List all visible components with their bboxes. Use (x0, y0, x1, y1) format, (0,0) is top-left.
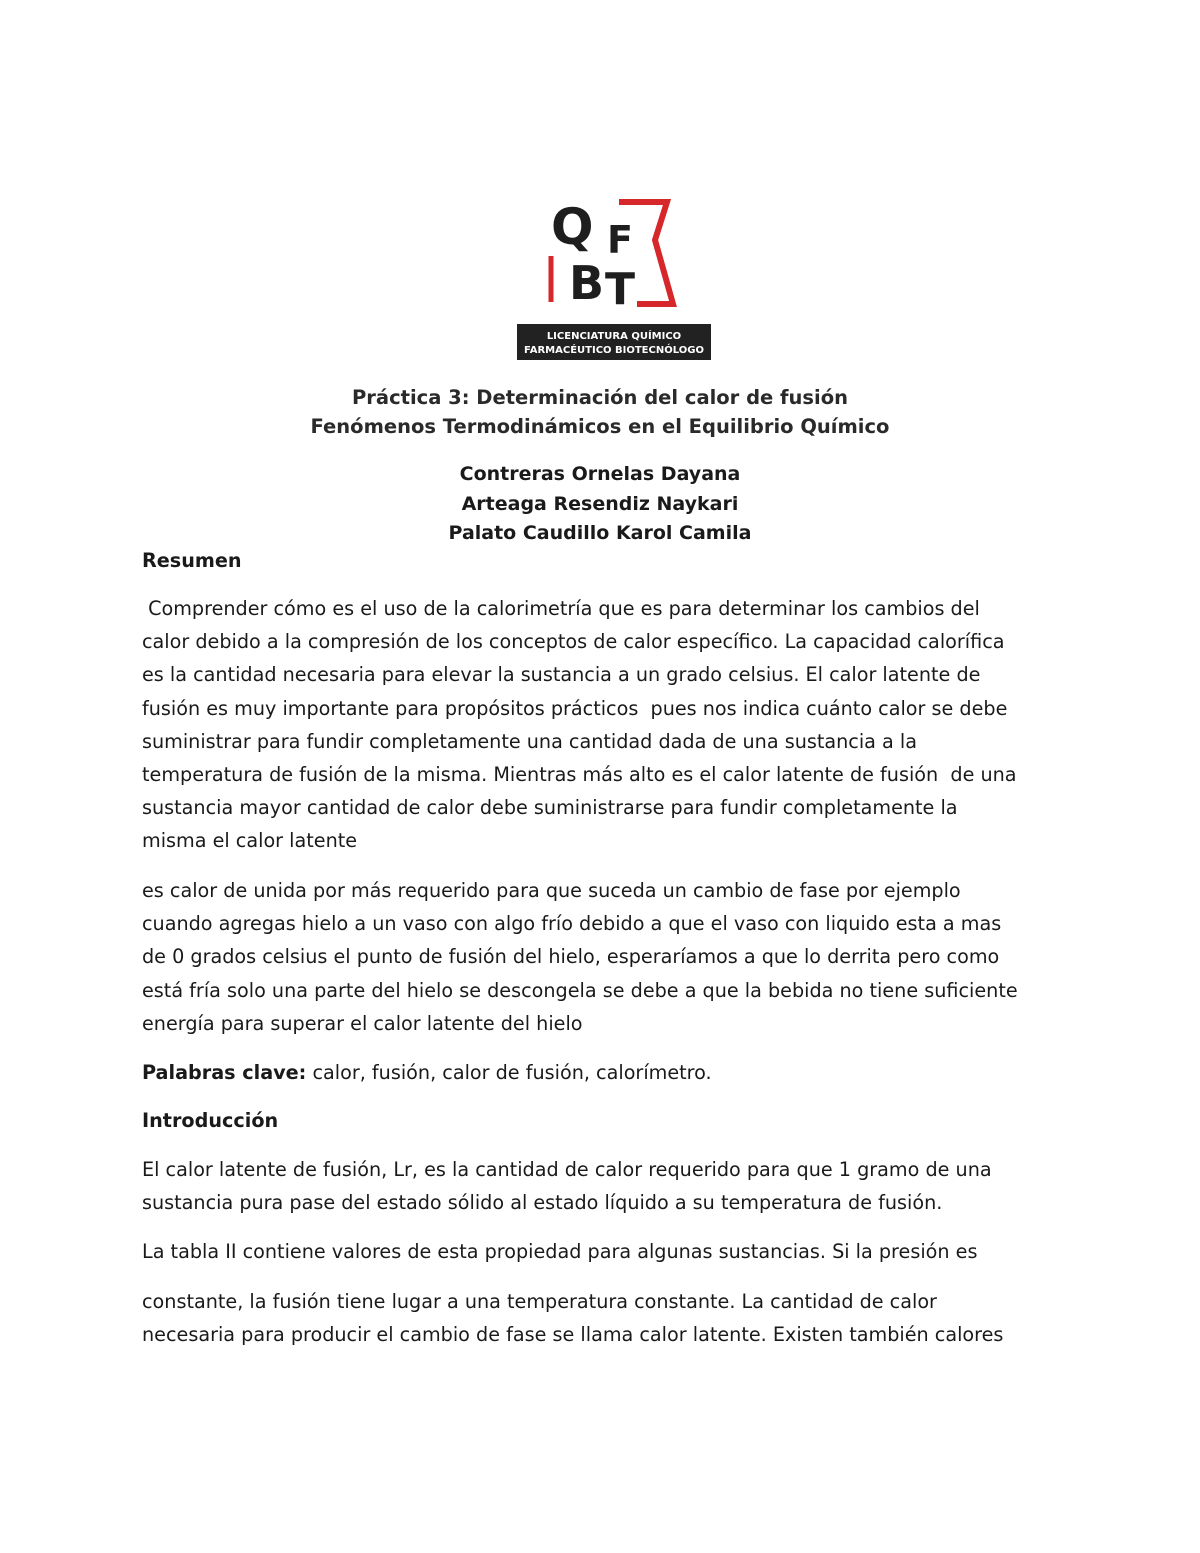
document-title (0, 383, 1200, 441)
intro-paragraph-3 (142, 1285, 1072, 1351)
logo-letter-f: F (607, 218, 633, 262)
logo-band-line1: LICENCIATURA QUÍMICO (546, 331, 682, 342)
section-heading-resumen: Resumen (142, 549, 242, 572)
qfbt-logo (517, 196, 711, 360)
resumen-paragraph-2 (142, 874, 1072, 1040)
text-line: sustancia mayor cantidad de calor debe suministrarse para fundir completamente la (142, 796, 958, 820)
text-line: es la cantidad necesaria para elevar la sustancia a un grado celsius. El calor latente de (142, 663, 981, 687)
logo-letter-q: Q (551, 198, 594, 256)
text-line: energía para superar el calor latente del hielo (142, 1011, 583, 1035)
keywords-label: Palabras clave: (142, 1061, 307, 1084)
keywords-line (142, 1056, 1072, 1089)
author-list (0, 460, 1200, 549)
text-line: Comprender cómo es el uso de la calorimetría que es para determinar los cambios del (142, 597, 980, 620)
text-line: calor debido a la compresión de los conceptos de calor específico. La capacidad calorífica (142, 630, 1005, 654)
text-line: fusión es muy importante para propósitos prácticos pues nos indica cuánto calor se debe (142, 696, 1008, 720)
text-line: sustancia pura pase del estado sólido al estado líquido a su temperatura de fusión. (142, 1191, 943, 1215)
author-name: Palato Caudillo Karol Camila (448, 522, 752, 544)
text-line: El calor latente de fusión, Lr, es la cantidad de calor requerido para que 1 gramo de una (142, 1158, 992, 1181)
logo-letter-b: B (569, 256, 605, 310)
text-line: constante, la fusión tiene lugar a una temperatura constante. La cantidad de calor (142, 1290, 937, 1313)
text-line: suministrar para fundir completamente una cantidad dada de una sustancia a la (142, 729, 917, 753)
intro-paragraph-1 (142, 1153, 1072, 1219)
text-line: de 0 grados celsius el punto de fusión del hielo, esperaríamos a que lo derrita pero como (142, 945, 1000, 969)
author-name: Contreras Ornelas Dayana (459, 463, 741, 485)
intro-paragraph-2 (142, 1235, 1072, 1268)
text-line: cuando agregas hielo a un vaso con algo frío debido a que el vaso con liquido esta a mas (142, 912, 1002, 936)
keywords-text: calor, fusión, calor de fusión, calorímetro. (306, 1061, 712, 1084)
resumen-paragraph-1 (142, 592, 1072, 858)
logo-band-line2: FARMACÉUTICO BIOTECNÓLOGO (524, 345, 704, 356)
section-heading-introduccion: Introducción (142, 1109, 279, 1132)
author-name: Arteaga Resendiz Naykari (461, 492, 739, 515)
logo-letter-t: T (605, 264, 636, 315)
title-line-2: Fenómenos Termodinámicos en el Equilibrio Químico (310, 415, 890, 438)
text-line: está fría solo una parte del hielo se descongela se debe a que la bebida no tiene suficiente (142, 978, 1018, 1002)
text-line: misma el calor latente (142, 829, 358, 853)
title-line-1: Práctica 3: Determinación del calor de fusión (352, 386, 848, 409)
text-line: La tabla II contiene valores de esta propiedad para algunas sustancias. Si la presión es (142, 1240, 978, 1263)
text-line: es calor de unida por más requerido para que suceda un cambio de fase por ejemplo (142, 879, 961, 902)
text-line: necesaria para producir el cambio de fase se llama calor latente. Existen también calores (142, 1323, 1004, 1347)
text-line: temperatura de fusión de la misma. Mientras más alto es el calor latente de fusión de una (142, 763, 1017, 787)
